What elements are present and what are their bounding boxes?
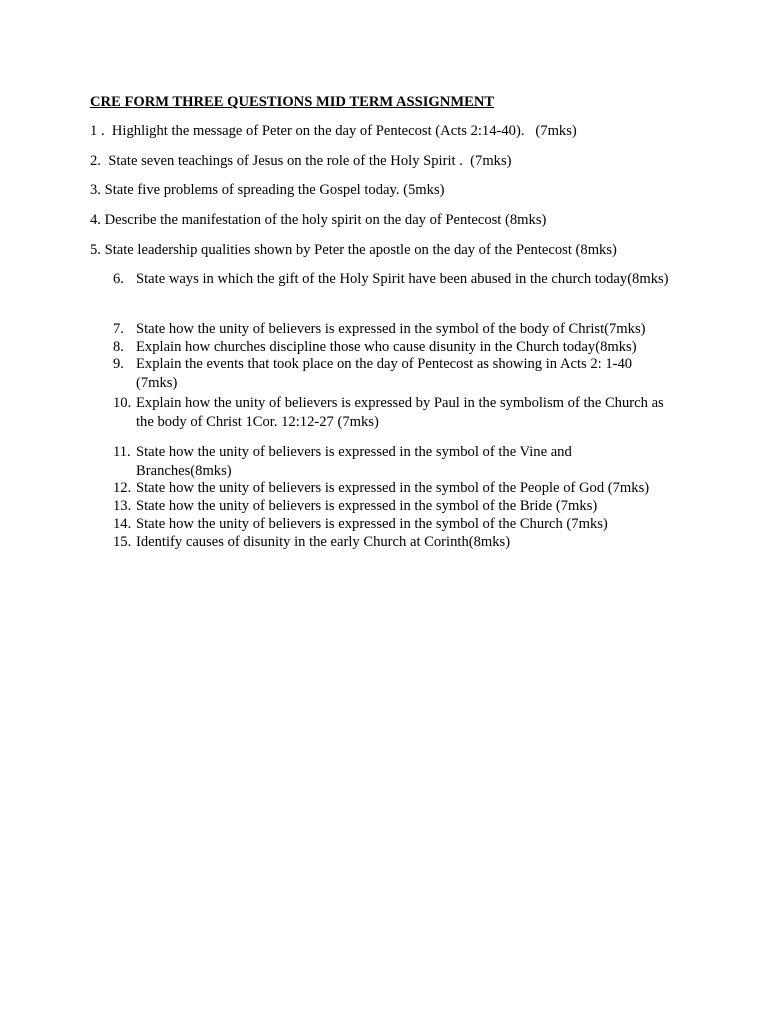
- list-item-text: Explain how churches discipline those who cause disunity in the Church today(8mks): [136, 339, 637, 355]
- list-item-text: State how the unity of believers is expressed in the symbol of the Church (7mks): [136, 516, 608, 532]
- list-item-10: [113, 394, 678, 431]
- list-item-12: [113, 479, 703, 498]
- list-item-7: [113, 320, 703, 339]
- list-item-text: State how the unity of believers is expressed in the symbol of the body of Christ(7mks): [136, 321, 646, 337]
- list-item-text: State how the unity of believers is expressed in the symbol of the Bride (7mks): [136, 498, 598, 514]
- list-item-text: State ways in which the gift of the Holy Spirit have been abused in the church today(8mks): [136, 271, 669, 287]
- list-item-number: 15.: [113, 534, 132, 550]
- list-item-number: 14.: [113, 516, 132, 532]
- list-item-number: 11.: [113, 444, 131, 460]
- list-item-number: 12.: [113, 480, 132, 496]
- list-item-number: 13.: [113, 498, 132, 514]
- list-item-text: State how the unity of believers is expressed in the symbol of the People of God (7mks): [136, 480, 650, 496]
- list-item-text: Explain the events that took place on the day of Pentecost as showing in Acts 2: 1-40 (7mks): [136, 356, 633, 391]
- list-item-9: [113, 355, 638, 392]
- list-item-number: 10.: [113, 395, 132, 411]
- list-item-text: State how the unity of believers is expressed in the symbol of the Vine and Branches(8mks): [136, 444, 572, 479]
- question-5: 5. State leadership qualities shown by Peter the apostle on the day of the Pentecost (8mks): [90, 242, 617, 258]
- question-1: 1 . Highlight the message of Peter on the day of Pentecost (Acts 2:14-40). (7mks): [90, 123, 577, 139]
- list-item-11: [113, 443, 613, 480]
- document-title: CRE FORM THREE QUESTIONS MID TERM ASSIGNMENT: [90, 94, 495, 110]
- list-item-number: 7.: [113, 321, 124, 337]
- list-item-6: [113, 270, 703, 289]
- list-item-number: 8.: [113, 339, 124, 355]
- list-item-15: [113, 533, 703, 552]
- list-item-14: [113, 515, 703, 534]
- list-item-number: 6.: [113, 271, 124, 287]
- question-3: 3. State five problems of spreading the Gospel today. (5mks): [90, 182, 445, 198]
- question-4: 4. Describe the manifestation of the holy spirit on the day of Pentecost (8mks): [90, 212, 547, 228]
- question-2: 2. State seven teachings of Jesus on the role of the Holy Spirit . (7mks): [90, 153, 512, 169]
- list-item-8: [113, 338, 703, 357]
- list-item-13: [113, 497, 703, 516]
- list-item-text: Identify causes of disunity in the early Church at Corinth(8mks): [136, 534, 511, 550]
- list-item-text: Explain how the unity of believers is expressed by Paul in the symbolism of the Church as the body of Christ 1Cor. 12:12-27 (7mks): [136, 395, 664, 430]
- list-item-number: 9.: [113, 356, 124, 372]
